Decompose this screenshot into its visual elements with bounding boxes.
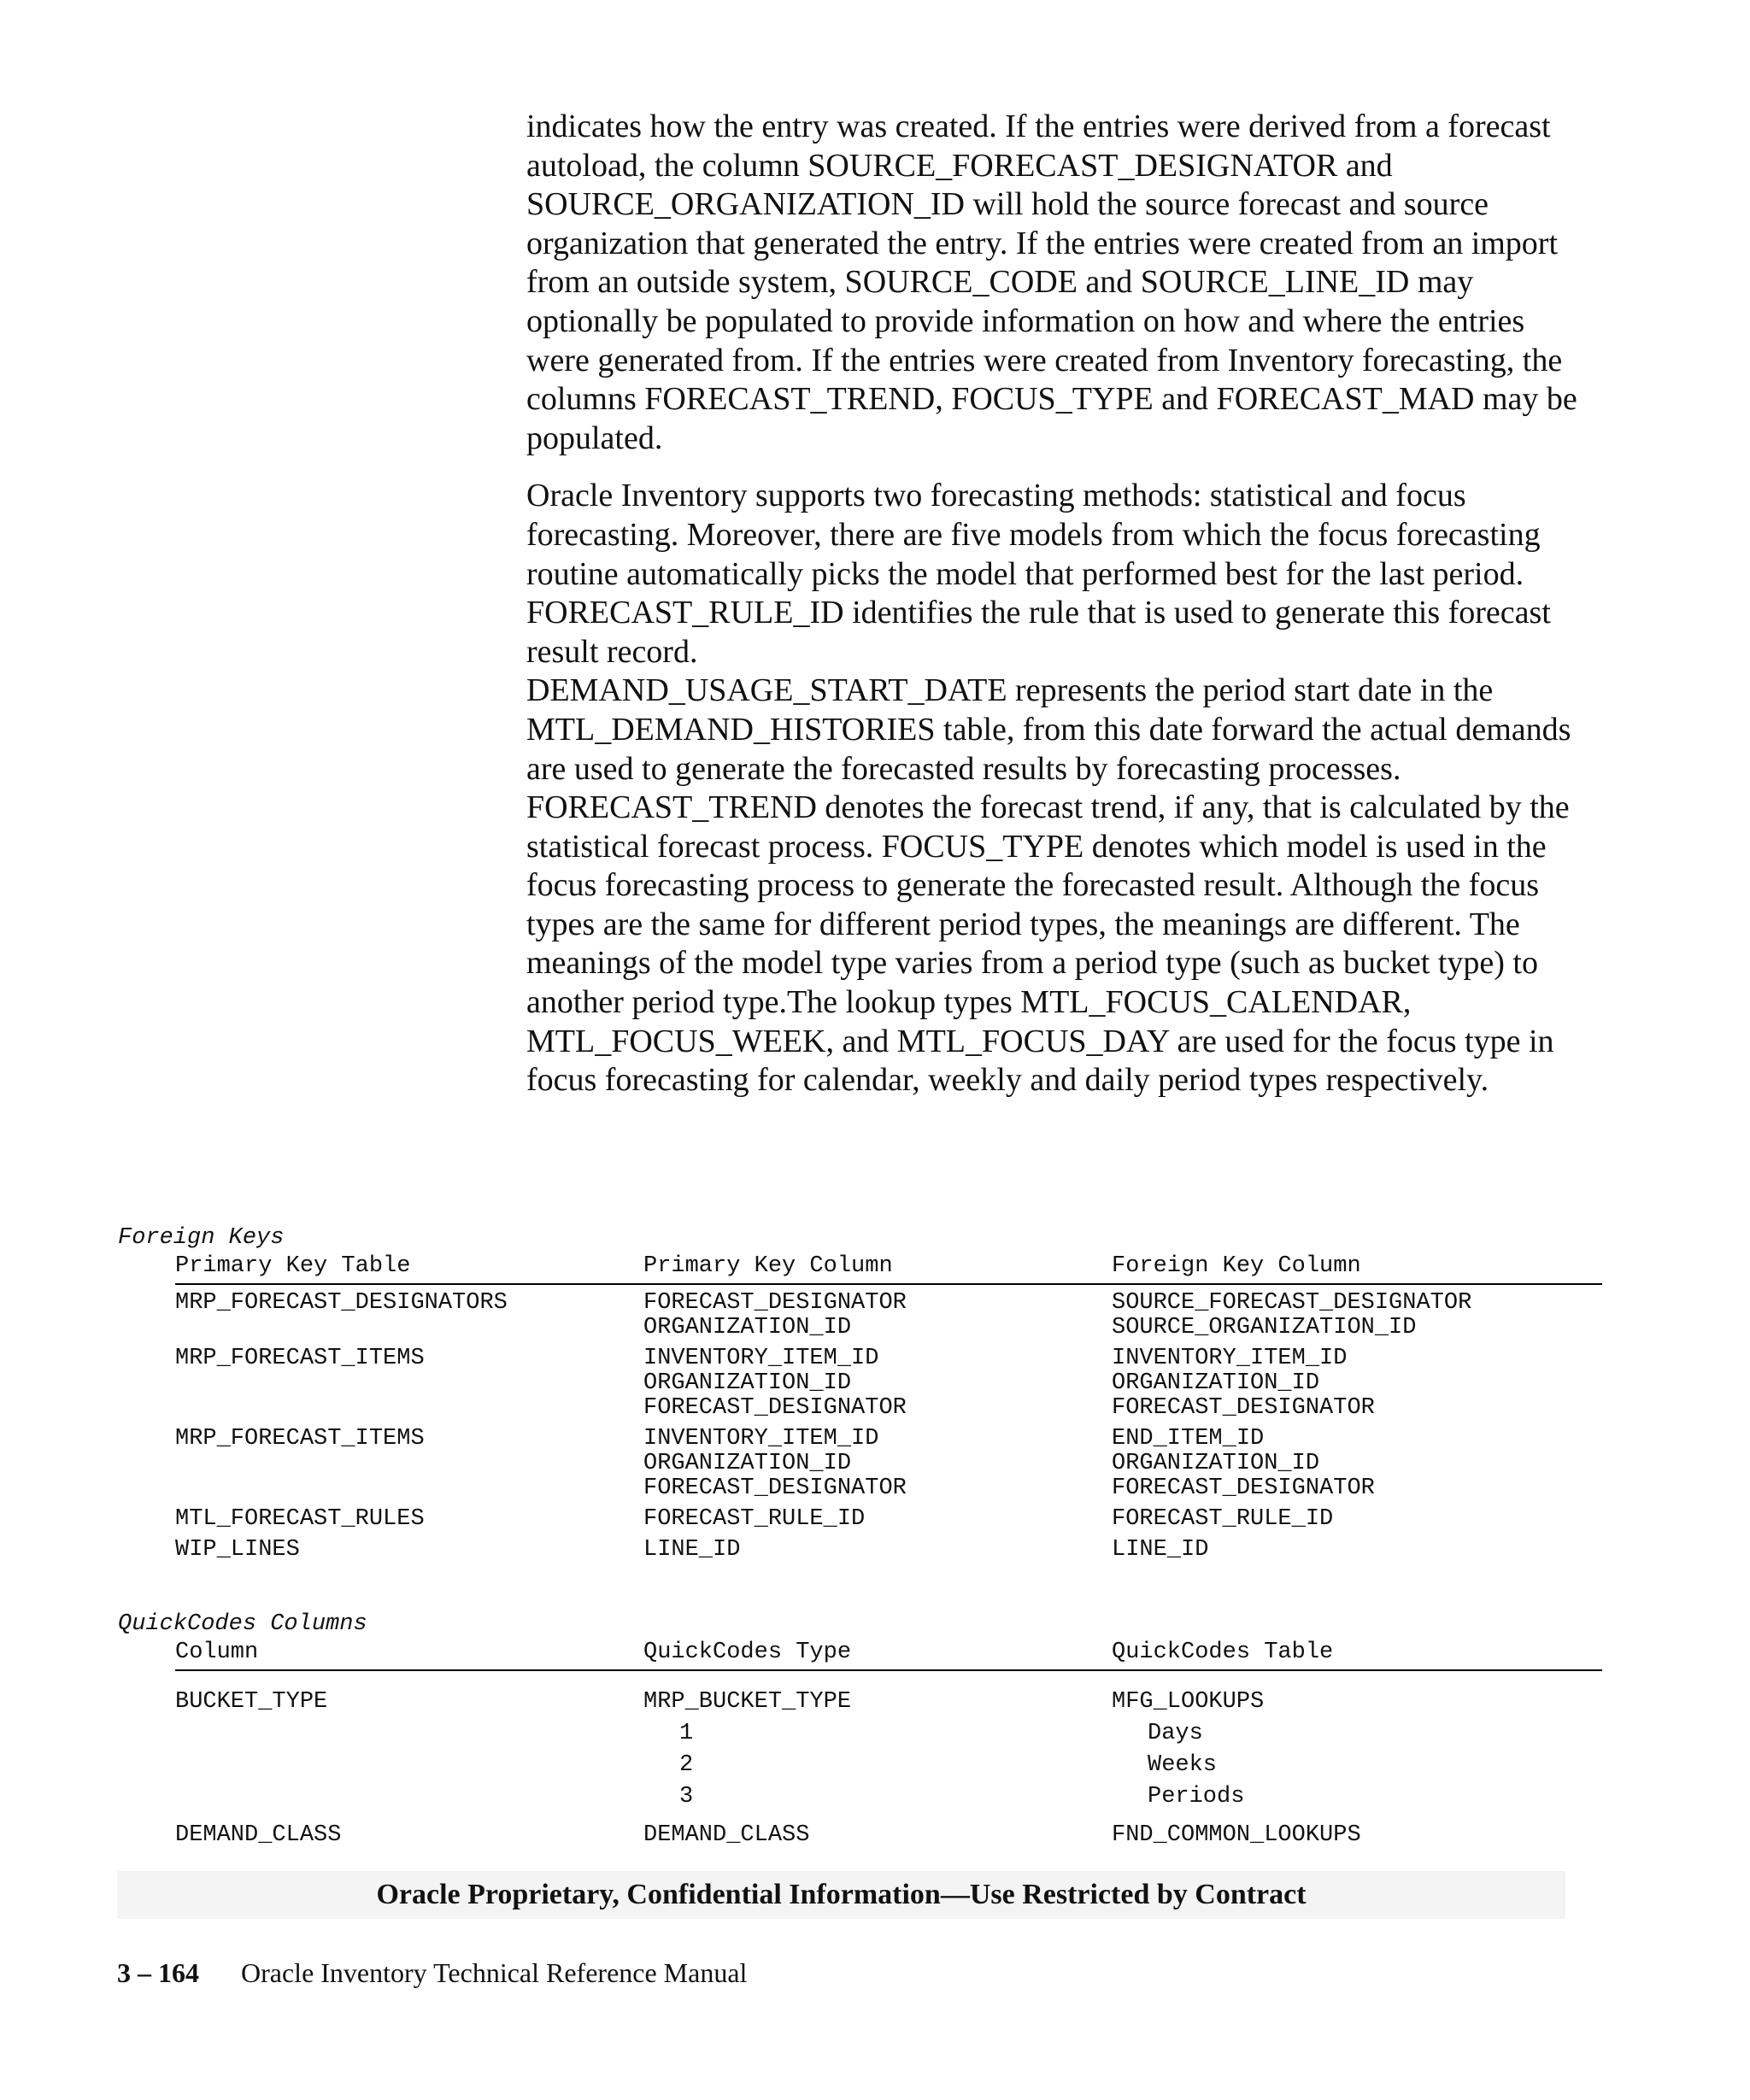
lookup-code: 2: [679, 1752, 694, 1778]
foreign-keys-title: Foreign Keys: [118, 1225, 285, 1251]
cell-text: FORECAST_DESIGNATOR: [1112, 1395, 1375, 1421]
manual-title: Oracle Inventory Technical Reference Manual: [241, 1957, 748, 1988]
cell-text: FORECAST_DESIGNATOR: [643, 1290, 907, 1316]
confidentiality-banner: Oracle Proprietary, Confidential Information––Use Restricted by Contract: [117, 1871, 1565, 1919]
quickcodes-title: QuickCodes Columns: [118, 1611, 367, 1637]
body-text: [526, 108, 1577, 1100]
header-primary-key-column: Primary Key Column: [643, 1253, 893, 1279]
foreign-key-column-cell: [1112, 1346, 1602, 1421]
paragraph-1: indicates how the entry was created. If the entries were derived from a forecast autoload, the column SOURCE_FORECAST_DESIGNATOR and SOURCE_ORGANIZATION_ID will hold the source forecast and source organization that generated the entry. If the entries were created from an import from an outside system, SOURCE_CODE and SOURCE_LINE_ID may optionally be populated to provide information on how and where the entries were generated from. If the entries were created from Inventory forecasting, the columns FORECAST_TREND, FOCUS_TYPE and FORECAST_MAD may be populated.: [526, 109, 1577, 456]
cell-text: DEMAND_CLASS: [175, 1822, 342, 1848]
cell-text: BUCKET_TYPE: [175, 1689, 328, 1715]
table-row: [175, 1427, 1602, 1501]
cell-text: FORECAST_RULE_ID: [1112, 1506, 1334, 1532]
foreign-key-column-cell: [1112, 1427, 1602, 1501]
primary-key-table-cell: [175, 1427, 643, 1501]
foreign-keys-body: [175, 1291, 1602, 1563]
cell-text: MRP_FORECAST_DESIGNATORS: [175, 1290, 508, 1316]
table-row: [175, 1686, 1602, 1813]
cell-text: INVENTORY_ITEM_ID: [643, 1346, 879, 1371]
cell-text: SOURCE_FORECAST_DESIGNATOR: [1112, 1290, 1472, 1316]
table-row: [175, 1346, 1602, 1421]
cell-text: MTL_FORECAST_RULES: [175, 1506, 425, 1532]
foreign-key-column-cell: [1112, 1507, 1602, 1532]
primary-key-table-cell: [175, 1538, 643, 1563]
quickcodes-table: [175, 1640, 1602, 1851]
cell-text: ORGANIZATION_ID: [1112, 1370, 1320, 1396]
cell-text: MRP_FORECAST_ITEMS: [175, 1346, 425, 1371]
cell-text: ORGANIZATION_ID: [643, 1370, 852, 1396]
primary-key-column-cell: [643, 1427, 1112, 1501]
table-row: [175, 1538, 1602, 1563]
primary-key-column-cell: [643, 1346, 1112, 1421]
primary-key-column-cell: [643, 1538, 1112, 1563]
table-row: [175, 1820, 1602, 1851]
paragraph-2: Oracle Inventory supports two forecasting methods: statistical and focus forecasting. Moreover, there are five models from which the focus forecasting routine automatically picks the model that performed best for the last period. FORECAST_RULE_ID identifies the rule that is used to generate this forecast result record.: [526, 478, 1551, 670]
quickcodes-type-cell: [643, 1686, 1112, 1813]
cell-text: FORECAST_DESIGNATOR: [1112, 1475, 1375, 1501]
page-footer: [117, 1956, 747, 1989]
cell-text: FORECAST_RULE_ID: [643, 1506, 866, 1532]
column-cell: [175, 1686, 643, 1813]
header-foreign-key-column: Foreign Key Column: [1112, 1253, 1361, 1279]
lookup-meaning: Periods: [1148, 1784, 1245, 1810]
cell-text: ORGANIZATION_ID: [1112, 1451, 1320, 1476]
cell-text: MRP_FORECAST_ITEMS: [175, 1426, 425, 1452]
quickcodes-table-cell: [1112, 1820, 1602, 1851]
paragraph-3: DEMAND_USAGE_START_DATE represents the period start date in the MTL_DEMAND_HISTORIES table, from this date forward the actual demands are used to generate the forecasted results by forecasting processes. FORECAST_TREND denotes the forecast trend, if any, that is calculated by the statistical forecast process. FOCUS_TYPE denotes which model is used in the focus forecasting process to generate the forecasted result. Although the focus types are the same for different period types, the meanings are different. The meanings of the model type varies from a period type (such as bucket type) to another period type.The lookup types MTL_FOCUS_CALENDAR, MTL_FOCUS_WEEK, and MTL_FOCUS_DAY are used for the focus type in focus forecasting for calendar, weekly and daily period types respectively.: [526, 672, 1571, 1099]
header-column: Column: [175, 1640, 259, 1665]
lookup-code: 1: [679, 1721, 694, 1746]
column-cell: [175, 1820, 643, 1851]
lookup-meaning: Days: [1148, 1721, 1203, 1746]
table-row: [175, 1291, 1602, 1340]
header-primary-key-table: Primary Key Table: [175, 1253, 411, 1279]
cell-text: MFG_LOOKUPS: [1112, 1689, 1265, 1715]
cell-text: LINE_ID: [643, 1537, 741, 1563]
foreign-key-column-cell: [1112, 1538, 1602, 1563]
primary-key-column-cell: [643, 1291, 1112, 1340]
primary-key-column-cell: [643, 1507, 1112, 1532]
cell-text: END_ITEM_ID: [1112, 1426, 1265, 1452]
cell-text: ORGANIZATION_ID: [643, 1451, 852, 1476]
cell-text: FND_COMMON_LOOKUPS: [1112, 1822, 1361, 1848]
header-quickcodes-type: QuickCodes Type: [643, 1640, 852, 1665]
quickcodes-table-cell: [1112, 1686, 1602, 1813]
cell-text: SOURCE_ORGANIZATION_ID: [1112, 1315, 1417, 1340]
foreign-key-column-cell: [1112, 1291, 1602, 1340]
quickcodes-header: [175, 1640, 1602, 1671]
cell-text: FORECAST_DESIGNATOR: [643, 1475, 907, 1501]
page-number: 3 – 164: [117, 1957, 199, 1988]
primary-key-table-cell: [175, 1346, 643, 1421]
cell-text: MRP_BUCKET_TYPE: [643, 1689, 852, 1715]
cell-text: ORGANIZATION_ID: [643, 1315, 852, 1340]
cell-text: DEMAND_CLASS: [643, 1822, 810, 1848]
header-quickcodes-table: QuickCodes Table: [1112, 1640, 1334, 1665]
table-row: [175, 1507, 1602, 1532]
lookup-meaning: Weeks: [1148, 1752, 1218, 1778]
cell-text: INVENTORY_ITEM_ID: [1112, 1346, 1348, 1371]
foreign-keys-table: [175, 1254, 1602, 1563]
cell-text: INVENTORY_ITEM_ID: [643, 1426, 879, 1452]
cell-text: LINE_ID: [1112, 1537, 1209, 1563]
primary-key-table-cell: [175, 1507, 643, 1532]
quickcodes-body: [175, 1686, 1602, 1851]
quickcodes-type-cell: [643, 1820, 1112, 1851]
cell-text: FORECAST_DESIGNATOR: [643, 1395, 907, 1421]
foreign-keys-header: [175, 1254, 1602, 1285]
cell-text: WIP_LINES: [175, 1537, 300, 1563]
lookup-code: 3: [679, 1784, 694, 1810]
primary-key-table-cell: [175, 1291, 643, 1340]
